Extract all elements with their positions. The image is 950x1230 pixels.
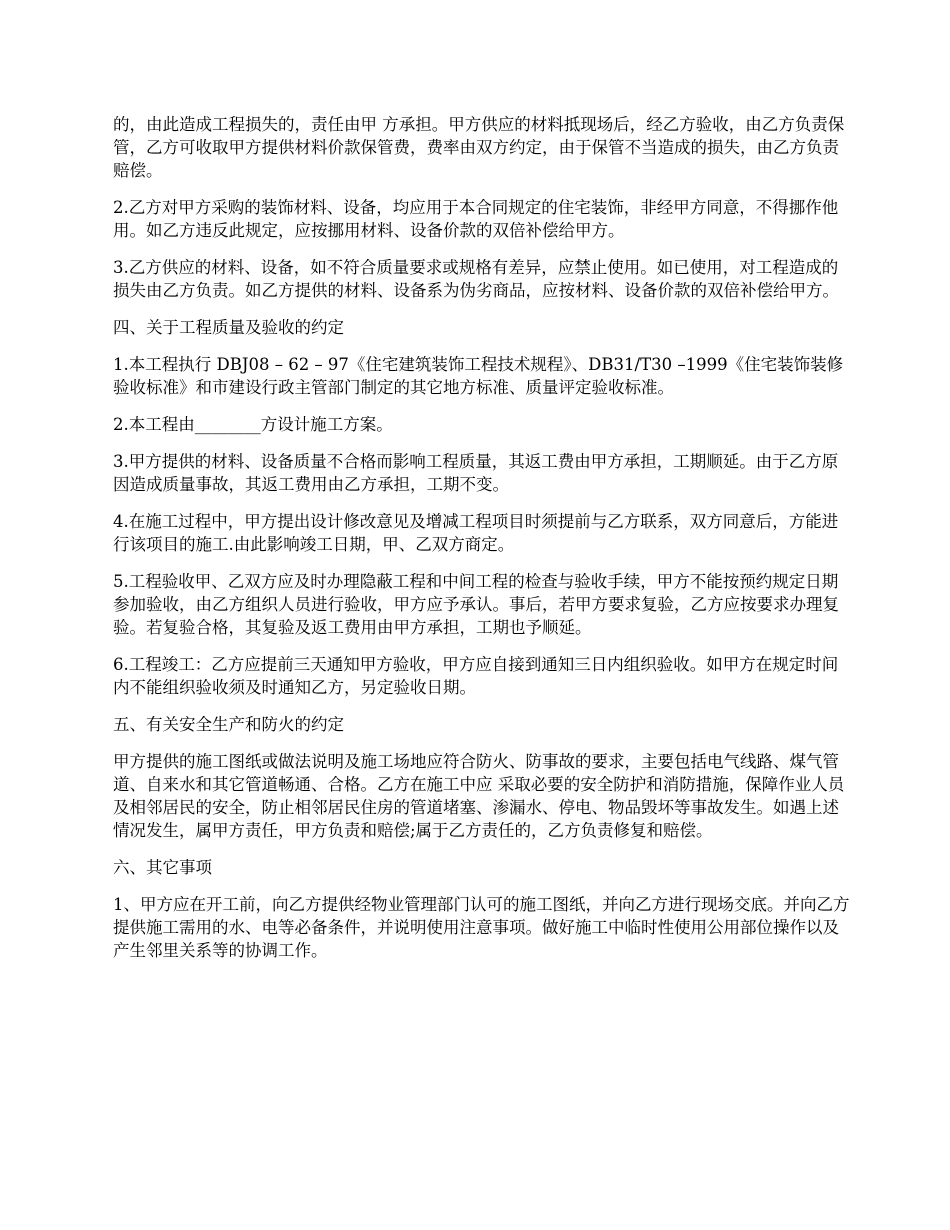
clause-6-completion: 6.工程竣工：乙方应提前三天通知甲方验收，甲方应自接到通知三日内组织验收。如甲方在规定时间内不能组织验收须及时通知乙方，另定验收日期。 xyxy=(113,655,839,697)
paragraph-safety-requirements: 甲方提供的施工图纸或做法说明及施工场地应符合防火、防事故的要求，主要包括电气线路、煤气管道、自来水和其它管道畅通、合格。乙方在施工中应 采取必要的安全防护和消防措施，保障作业人员及相邻居民的安全，防止相邻居民住房的管道堵塞、渗漏水、停电、物品毁坏等事故发生。如遇上述情况发生，属甲方责任，甲方负责和赔偿;属于乙方责任的，乙方负责修复和赔偿。 xyxy=(113,752,845,840)
section-heading-other-matters: 六、其它事项 xyxy=(113,858,212,877)
paragraph-material-custody: 的，由此造成工程损失的，责任由甲 方承担。甲方供应的材料抵现场后，经乙方验收，由乙方负责保管，乙方可收取甲方提供材料价款保管费，费率由双方约定，由于保管不当造成的损失，由乙方负责赔偿。 xyxy=(113,115,845,180)
clause-4-design-changes: 4.在施工过程中，甲方提出设计修改意见及增减工程项目时须提前与乙方联系，双方同意后，方能进行该项目的施工.由此影响竣工日期，甲、乙双方商定。 xyxy=(113,512,839,554)
clause-1-drawings-handover: 1、甲方应在开工前，向乙方提供经物业管理部门认可的施工图纸，并向乙方进行现场交底。并向乙方提供施工需用的水、电等必备条件，并说明使用注意事项。做好施工中临时性使用公用部位操作以及产生邻里关系等的协调工作。 xyxy=(113,895,850,960)
clause-3-material-quality: 3.乙方供应的材料、设备，如不符合质量要求或规格有差异，应禁止使用。如已使用，对工程造成的损失由乙方负责。如乙方提供的材料、设备系为伪劣商品，应按材料、设备价款的双倍补偿给甲方。 xyxy=(113,258,839,300)
section-heading-safety-fire: 五、有关安全生产和防火的约定 xyxy=(113,715,344,734)
section-heading-quality-acceptance: 四、关于工程质量及验收的约定 xyxy=(113,318,344,337)
document-body xyxy=(113,113,853,976)
clause-3-rework-cost: 3.甲方提供的材料、设备质量不合格而影响工程质量，其返工费由甲方承担，工期顺延。由于乙方原因造成质量事故，其返工费用由乙方承担，工期不变。 xyxy=(113,452,839,494)
clause-5-inspection: 5.工程验收甲、乙双方应及时办理隐蔽工程和中间工程的检查与验收手续，甲方不能按预约规定日期参加验收，由乙方组织人员进行验收，甲方应予承认。事后，若甲方要求复验，乙方应按要求办理复验。若复验合格，其复验及返工费用由甲方承担，工期也予顺延。 xyxy=(113,572,839,637)
clause-2-design-party: 2.本工程由________方设计施工方案。 xyxy=(113,415,393,434)
clause-1-standards: 1.本工程执行 DBJ08 – 62 – 97《住宅建筑装饰工程技术规程》、DB31/T30 –1999《住宅装饰装修验收标准》和市建设行政主管部门制定的其它地方标准、质量评定验收标准。 xyxy=(113,355,844,397)
clause-2-material-use: 2.乙方对甲方采购的装饰材料、设备，均应用于本合同规定的住宅装饰，非经甲方同意，不得挪作他用。如乙方违反此规定，应按挪用材料、设备价款的双倍补偿给甲方。 xyxy=(113,198,839,240)
